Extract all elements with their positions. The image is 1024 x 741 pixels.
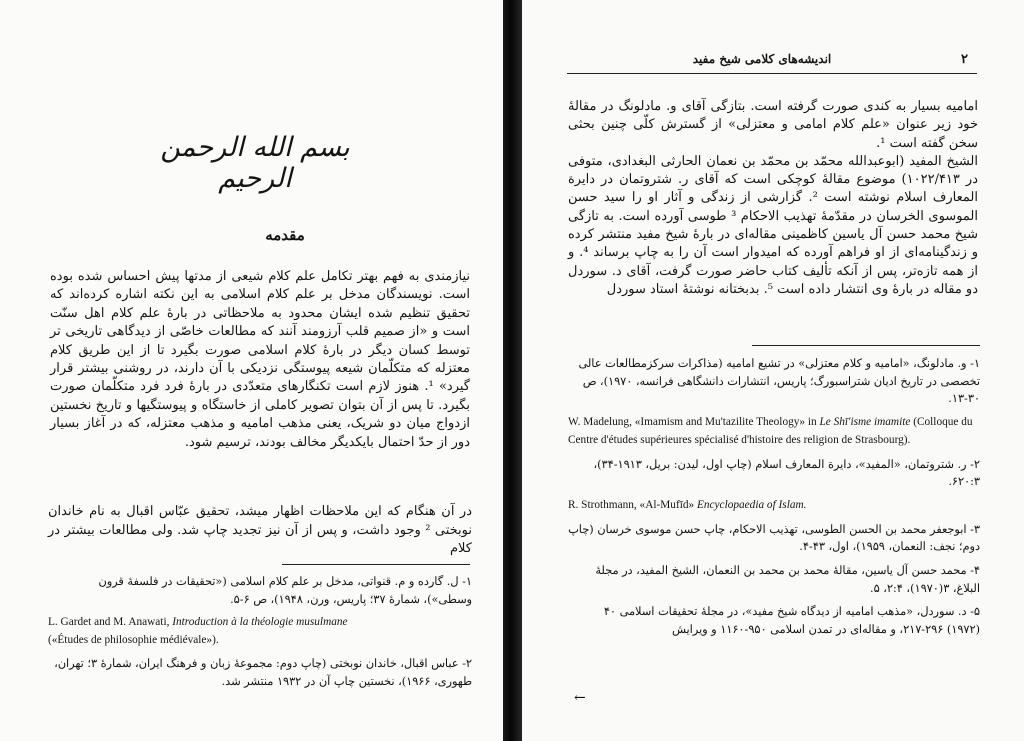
paragraph: الشیخ المفید (ابوعبدالله محمّد بن محمّد بن نعمان الحارثی البغدادی، متوفی در ۱۰۲۲/۴۱۳) موضوع مقالهٔ کوچکی است که آقای ر. شتروتمان در دایرة المعارف اسلام نوشته است ². گزارشی از زندگی و آثار او را سید حسن الموسوی الخرسان در مقدّمهٔ تهذیب الاحکام ³ طوسی آورده است. به تازگی شیخ محمد حسن آل یاسین کاظمینی مقاله‌ای در بارهٔ شیخ مفید منتشر کرده و زندگینامه‌ای از او فراهم آورده که امیدوار است آن را به چاپ برساند ⁴. و از همه تازه‌تر، پس از آنکه تألیف کتاب حاضر صورت گرفت، آقای د. سوردل دو مقاله در بارهٔ وی انتشار داده است ⁵. بدبختانه نوشتهٔ استاد سوردل bbox=[568, 153, 978, 297]
footnote-latin bbox=[568, 497, 980, 515]
left-body-text bbox=[50, 268, 470, 452]
footnote: ۲- ر. شتروتمان، «المفید»، دایرة المعارف اسلام (چاپ اول، لیدن: بریل، ۱۹۱۳-۳۴)، ۶۲۰:۳. bbox=[593, 457, 980, 489]
left-footnotes bbox=[48, 573, 472, 696]
right-footnotes bbox=[568, 355, 980, 645]
citation-authors: L. Gardet and M. Anawati, bbox=[48, 616, 170, 628]
footnote: ۳- ابوجعفر محمد بن الحسن الطوسی، تهذیب الاحکام، چاپ حسن موسوی خرسان (چاپ دوم؛ نجف: النعمان، ۱۹۵۹)، اول، ۴۳-۴. bbox=[568, 522, 980, 554]
right-page bbox=[522, 0, 1024, 741]
paragraph: نیازمندی به فهم بهتر تکامل علم کلام شیعی از مدتها پیش احساس شده بوده است. نویسندگان مدخل بر علم کلام اسلامی به این نکته اشاره کرده‌اند که تحقیق تنظیم شده ایشان محدود به ملاحظاتی در بارهٔ علم کلام اهل سنّت است و «از صمیم قلب آرزومند آنند که مطالعات خاصّی از دیدگاهی تاریخی تر توسط کسان دیگر در بارهٔ کلام اسلامی صورت بگیرد تا از این طریق کلام معتزله که متکلّمان شیعه پیوستگی نزدیکی با آن دارند، در روشنی بیشتر قرار گیرد» ¹. هنوز لازم است تکنگارهای متعدّدی در بارهٔ فرد فرد متکلّمان صورت بگیرد. تا پس از آن بتوان تصویر کاملی از خاستگاه و پیوستگیها و تاریخ نخستین ازدواج میان دو شریک، یعنی مذهب امامیه و مذهب معتزله، که در آغاز بسیار دور از حدّ احتمال بایکدیگر مخالف بودند، ترسیم شود. bbox=[50, 269, 470, 450]
footnote-divider bbox=[752, 345, 980, 346]
footnote: ۲- عباس اقبال، خاندان نوبختی (چاپ دوم: مجموعهٔ زبان و فرهنگ ایران، شمارهٔ ۳؛ تهران، طهوری، ۱۹۶۶)، نخستین چاپ آن در ۱۹۳۲ منتشر شد. bbox=[54, 657, 472, 688]
right-body-text bbox=[568, 98, 978, 299]
left-page bbox=[0, 0, 503, 741]
running-title: اندیشه‌های کلامی شیخ مفید bbox=[692, 52, 832, 66]
page-number: ۲ bbox=[961, 52, 968, 67]
footnote-latin bbox=[568, 414, 980, 449]
bismillah-calligraphy: بسم الله الرحمن الرحيم bbox=[160, 132, 350, 194]
footnote-latin bbox=[48, 614, 472, 649]
footnote-divider bbox=[282, 564, 470, 565]
citation-series: («Études de philosophie médiévale»). bbox=[48, 633, 219, 646]
citation-title: Encyclopaedia of Islam. bbox=[696, 498, 807, 511]
footnote: ۵- د. سوردل، «مذهب امامیه از دیدگاه شیخ مفید»، در مجلهٔ تحقیقات اسلامی ۴۰ (۱۹۷۲) ۲۹۶-۲۱۷، و مقاله‌ای در تمدن اسلامی ۹۵۰-۱۱۶۰ و ویرایش bbox=[603, 605, 980, 637]
citation-authors: R. Strothmann, «Al-Mufīd» bbox=[568, 498, 695, 511]
paragraph: در آن هنگام که این ملاحظات اظهار میشد، تحقیق عبّاس اقبال به نام خاندان نوبختی ² وجود داشت، و پس از آن نیز تجدید چاپ شد. ولی مطالعات بیشتر در کلام bbox=[48, 504, 472, 557]
left-body-tail bbox=[48, 503, 472, 559]
citation-series: (Colloque du Centre d'études supérieures spécialisé d'histoire des religion de Strasbourg). bbox=[568, 416, 973, 446]
citation-title: Introduction à la théologie musulmane bbox=[172, 616, 348, 628]
section-heading: مقدمه bbox=[265, 226, 305, 244]
citation-title: Le Shī'isme imamite bbox=[819, 416, 911, 429]
footnote: ۴- محمد حسن آل یاسین، مقالهٔ محمد بن محمد بن النعمان، الشیخ المفید، در مجلهٔ البلاغ، ۳(۱۹۷۰)، ۲:۴، ۵. bbox=[595, 564, 980, 595]
citation-authors: W. Madelung, «Imamism and Mu'tazilite Theology» in bbox=[568, 416, 817, 429]
header-divider bbox=[567, 73, 977, 74]
footnote: ۱- و. مادلونگ، «امامیه و کلام معتزلی» در تشیع امامیه (مذاکرات سرکزمطالعات عالی تخصصی در تاریخ ادیان شتراسبورگ؛ پاریس، انتشارات دانشگاهی فرانسه، ۱۹۷۰)، ص ۳۰-۱۳. bbox=[578, 357, 980, 406]
running-header bbox=[572, 52, 972, 70]
footnote: ۱- ل. گارده و م. قنواتی، مدخل بر علم کلام اسلامی («تحقیقات در فلسفهٔ قرون وسطی»)، شمارهٔ ۳۷؛ پاریس، ورن، ۱۹۴۸)، ص ۶-۵. bbox=[98, 575, 472, 606]
book-spine-gutter bbox=[503, 0, 522, 741]
paragraph: امامیه بسیار به کندی صورت گرفته است. بتازگی آقای و. مادلونگ در مقالهٔ خود زیر عنوان «علم کلام امامی و معتزلی» از گسترش کلّی چنین بحثی سخن گفته است ¹. bbox=[568, 99, 978, 151]
continuation-arrow-icon: ← bbox=[574, 690, 586, 706]
